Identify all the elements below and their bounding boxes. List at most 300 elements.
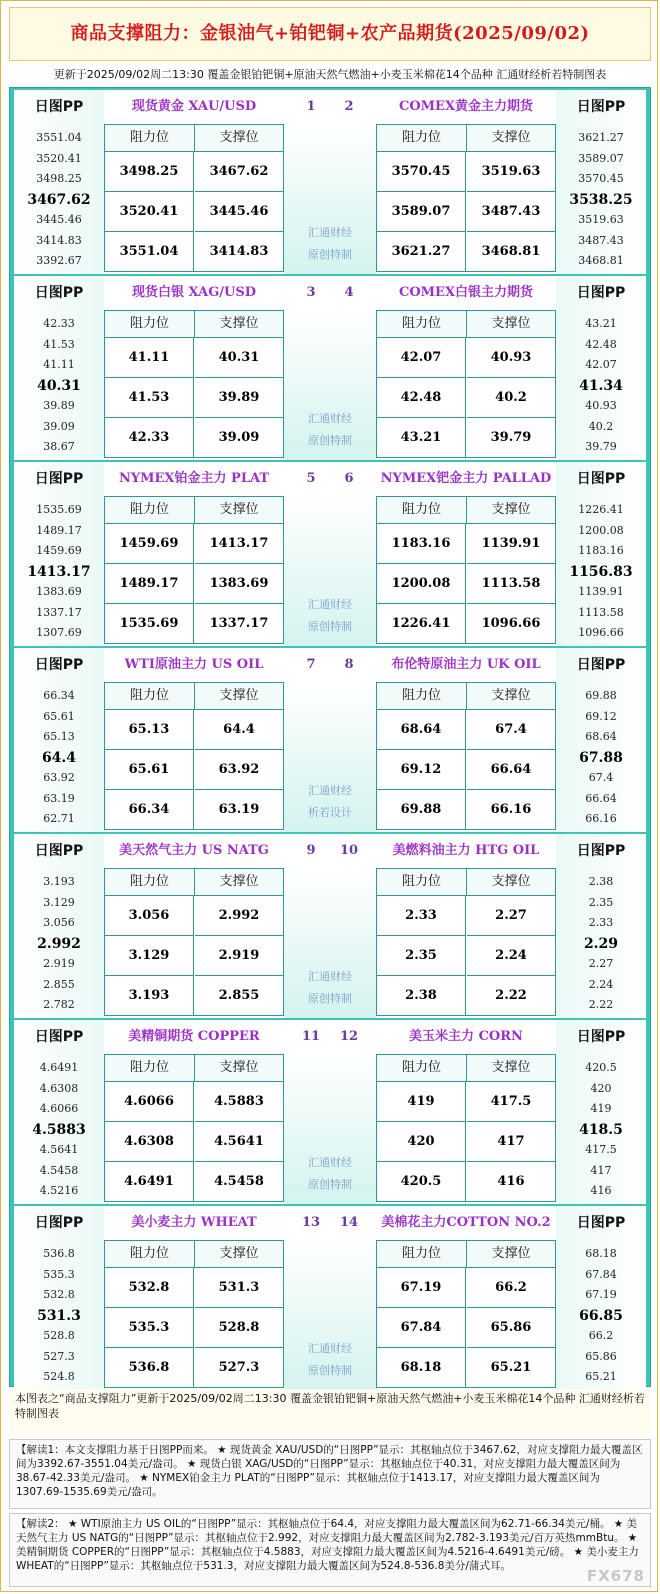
pp-level-value: 3570.45	[578, 172, 624, 185]
instrument-name-right: COMEX黄金主力期货	[398, 99, 534, 114]
section-number-right: 10	[339, 843, 359, 858]
pp-level-value: 66.34	[43, 689, 75, 702]
support-header: 支撑位	[467, 311, 555, 338]
pp-level-value: 2.35	[588, 895, 614, 909]
resistance-value: 536.8	[105, 1348, 194, 1388]
watermark-line-1: 汇通财经	[308, 1342, 352, 1355]
pp-level-value: 41.11	[43, 358, 75, 371]
pp-header-left: 日图PP	[34, 471, 84, 487]
resistance-value: 1489.17	[105, 564, 194, 604]
pp-level-value: 3392.67	[36, 254, 82, 267]
section-number-left: 5	[306, 471, 316, 486]
resistance-value: 419	[377, 1082, 466, 1122]
pp-level-value: 417	[590, 1163, 612, 1177]
section-number-right: 2	[344, 99, 354, 114]
resistance-header: 阻力位	[105, 125, 195, 152]
pp-level-value: 4.5216	[39, 1184, 79, 1197]
support-value: 40.2	[467, 378, 555, 418]
resistance-value: 3570.45	[377, 152, 466, 192]
pp-level-value: 3445.46	[36, 213, 82, 226]
section-number-right: 12	[339, 1029, 359, 1044]
instrument-name-right: 布伦特原油主力 UK OIL	[391, 657, 541, 672]
pp-level-value: 2.24	[588, 977, 614, 991]
resistance-value: 1535.69	[105, 604, 194, 644]
resistance-value: 3.193	[105, 976, 194, 1016]
section-number-left: 11	[301, 1029, 321, 1044]
pp-level-value: 2.27	[588, 957, 614, 970]
pp-level-value: 62.71	[43, 812, 75, 825]
center-watermark-area	[284, 310, 376, 460]
support-value: 3487.43	[467, 192, 555, 232]
resistance-header: 阻力位	[377, 869, 467, 896]
resistance-value: 41.11	[105, 338, 194, 378]
pp-level-value: 528.8	[43, 1329, 75, 1342]
support-value: 40.93	[467, 338, 555, 378]
footer-note: 本图表之“商品支撑阻力”更新于2025/09/02周二13:30 覆盖金银铂钯铜+原油天然气燃油+小麦玉米棉花14个品种 汇通财经析若特制图表	[9, 1389, 651, 1435]
resistance-value: 2.33	[377, 896, 466, 936]
watermark-line-2: 原创特制	[308, 992, 352, 1005]
section-number-left: 3	[306, 285, 316, 300]
pp-column-right	[556, 868, 646, 1018]
pp-level-value: 1535.69	[36, 503, 82, 516]
pp-level-value: 65.86	[585, 1349, 617, 1363]
instrument-name-left: 现货白银 XAG/USD	[131, 285, 257, 300]
support-header: 支撑位	[467, 683, 555, 710]
resistance-value: 1200.08	[377, 564, 466, 604]
page-title: 商品支撑阻力：金银油气+铂钯铜+农产品期货(2025/09/02)	[9, 7, 651, 61]
commodity-section	[14, 1020, 646, 1204]
section-number-right: 14	[339, 1215, 359, 1230]
resistance-value: 3589.07	[377, 192, 466, 232]
commodity-section	[14, 90, 646, 274]
pp-level-value: 420.5	[585, 1061, 617, 1074]
resistance-value: 68.18	[377, 1348, 466, 1388]
pp-column-left	[14, 310, 104, 460]
instrument-name-left: 现货黄金 XAU/USD	[131, 99, 257, 114]
pivot-point-value: 1413.17	[27, 563, 91, 580]
support-value: 2.27	[467, 896, 555, 936]
pp-level-value: 1383.69	[36, 585, 82, 598]
pivot-point-value: 66.85	[579, 1307, 623, 1324]
support-value: 3519.63	[467, 152, 555, 192]
resistance-value: 535.3	[105, 1308, 194, 1348]
section-number-left: 13	[301, 1215, 321, 1230]
resistance-value: 3.056	[105, 896, 194, 936]
pp-level-value: 417.5	[585, 1143, 617, 1156]
support-value: 2.919	[195, 936, 283, 976]
pp-level-value: 524.8	[43, 1370, 75, 1383]
resistance-value: 41.53	[105, 378, 194, 418]
sr-table-right	[376, 868, 556, 1016]
resistance-value: 1226.41	[377, 604, 466, 644]
sr-table-left	[104, 682, 284, 830]
pp-level-value: 2.22	[588, 998, 614, 1011]
pp-column-right	[556, 496, 646, 646]
update-subtitle: 更新于2025/09/02周二13:30 覆盖金银铂钯铜+原油天然气燃油+小麦玉米棉花14个品种 汇通财经析若特制图表	[53, 68, 607, 81]
watermark-line-1: 汇通财经	[308, 226, 352, 239]
pp-level-value: 2.33	[588, 916, 614, 929]
resistance-value: 42.48	[377, 378, 466, 418]
resistance-value: 68.64	[377, 710, 466, 750]
support-header: 支撑位	[467, 1055, 555, 1082]
pp-level-value: 535.3	[43, 1267, 75, 1281]
pp-column-right	[556, 1240, 646, 1390]
pp-level-value: 68.18	[585, 1247, 617, 1260]
pp-level-value: 39.09	[43, 419, 75, 433]
support-header: 支撑位	[195, 311, 283, 338]
commodity-section	[14, 1206, 646, 1390]
support-value: 416	[497, 1174, 525, 1189]
pp-level-value: 40.2	[588, 419, 614, 433]
pp-level-value: 527.3	[43, 1349, 75, 1363]
support-header: 支撑位	[195, 125, 283, 152]
resistance-header: 阻力位	[105, 869, 195, 896]
resistance-header: 阻力位	[105, 683, 195, 710]
support-value: 1383.69	[195, 564, 283, 604]
instrument-name-right: 美玉米主力 CORN	[409, 1029, 523, 1044]
resistance-value: 420	[377, 1122, 466, 1162]
watermark-line-2: 原创特制	[308, 1364, 352, 1377]
support-value: 2.24	[467, 936, 555, 976]
instrument-name-left: 美天然气主力 US NATG	[119, 843, 269, 858]
support-value: 4.5641	[195, 1122, 283, 1162]
resistance-header: 阻力位	[377, 125, 467, 152]
instrument-name-left: NYMEX铂金主力 PLAT	[118, 471, 270, 486]
pp-level-value: 69.12	[585, 709, 617, 723]
support-value: 65.21	[490, 1360, 532, 1375]
pp-level-value: 2.919	[43, 957, 75, 970]
pp-header-right: 日图PP	[576, 657, 626, 673]
pp-level-value: 66.2	[588, 1329, 614, 1342]
pp-column-right	[556, 310, 646, 460]
pp-level-value: 1489.17	[36, 523, 82, 537]
pp-level-value: 40.93	[585, 399, 617, 412]
resistance-value: 67.84	[377, 1308, 466, 1348]
pp-level-value: 3468.81	[578, 254, 624, 267]
support-value: 67.4	[467, 710, 555, 750]
support-value: 40.31	[195, 338, 283, 378]
pp-level-value: 3520.41	[36, 151, 82, 165]
pp-level-value: 2.782	[43, 998, 75, 1011]
pp-level-value: 63.19	[43, 791, 75, 805]
watermark-line-1: 汇通财经	[308, 784, 352, 797]
pp-level-value: 3519.63	[578, 213, 624, 226]
support-value: 2.855	[218, 988, 260, 1003]
support-value: 4.5458	[214, 1174, 264, 1189]
resistance-value: 42.33	[105, 418, 194, 458]
resistance-value: 3498.25	[105, 152, 194, 192]
support-value: 3467.62	[195, 152, 283, 192]
sr-table-right	[376, 1240, 556, 1388]
pp-level-value: 3.056	[43, 916, 75, 929]
pp-level-value: 4.6491	[39, 1061, 79, 1074]
pp-column-left	[14, 868, 104, 1018]
pp-level-value: 1200.08	[578, 523, 624, 537]
pp-level-value: 1307.69	[36, 626, 82, 639]
support-value: 3468.81	[481, 244, 541, 259]
pp-level-value: 67.84	[585, 1267, 617, 1281]
pp-header-right: 日图PP	[576, 99, 626, 115]
pp-column-left	[14, 682, 104, 832]
support-value: 4.5883	[195, 1082, 283, 1122]
resistance-value: 65.61	[105, 750, 194, 790]
pp-header-right: 日图PP	[576, 1215, 626, 1231]
pp-level-value: 38.67	[43, 440, 75, 453]
support-value: 3414.83	[209, 244, 269, 259]
resistance-value: 3621.27	[377, 232, 466, 272]
pp-header-right: 日图PP	[576, 1029, 626, 1045]
support-value: 39.79	[490, 430, 532, 445]
resistance-value: 4.6066	[105, 1082, 194, 1122]
pp-level-value: 1139.91	[578, 585, 624, 598]
pp-column-left	[14, 124, 104, 274]
pp-level-value: 66.64	[585, 791, 617, 805]
center-watermark-area	[284, 1054, 376, 1204]
pivot-point-value: 4.5883	[32, 1121, 86, 1138]
commodity-section	[14, 462, 646, 646]
pp-level-value: 67.19	[585, 1288, 617, 1301]
resistance-header: 阻力位	[105, 311, 195, 338]
explanation-1: 【解读1：本文支撑阻力基于日图PP而来。 ★ 现货黄金 XAU/USD的“日图PP”显示：其枢轴点位于3467.62，对应支撑阻力最大覆盖区间为3392.67-3551.04美元/盎司。 ★ 现货白银 XAG/USD的“日图PP”显示：其枢轴点位于40.31，对应支撑阻力最大覆盖区间为38.67-42.33美元/盎司。 ★ NYMEX铂金主力 PLAT的“日图PP”显示：其枢轴点位于1413.17，对应支撑阻力最大覆盖区间为1307.69-1535.69美元/盎司。	[9, 1439, 651, 1509]
pp-column-right	[556, 124, 646, 274]
pp-level-value: 419	[590, 1102, 612, 1115]
pp-level-value: 3487.43	[578, 233, 624, 247]
pp-header-left: 日图PP	[34, 843, 84, 859]
support-value: 1113.58	[467, 564, 555, 604]
sr-table-right	[376, 682, 556, 830]
resistance-header: 阻力位	[377, 311, 467, 338]
support-value: 65.86	[467, 1308, 555, 1348]
commodity-section	[14, 648, 646, 832]
support-value: 417	[467, 1122, 555, 1162]
support-header: 支撑位	[195, 1241, 283, 1268]
pp-header-left: 日图PP	[34, 1029, 84, 1045]
resistance-value: 3520.41	[105, 192, 194, 232]
support-value: 527.3	[218, 1360, 260, 1375]
pp-header-left: 日图PP	[34, 657, 84, 673]
pp-column-left	[14, 1054, 104, 1204]
sr-table-right	[376, 1054, 556, 1202]
sr-table-left	[104, 124, 284, 272]
commodity-section	[14, 276, 646, 460]
instrument-name-left: WTI原油主力 US OIL	[124, 657, 264, 672]
resistance-value: 66.34	[105, 790, 194, 830]
pp-level-value: 1226.41	[578, 503, 624, 516]
resistance-value: 65.13	[105, 710, 194, 750]
pivot-point-value: 2.29	[583, 935, 619, 952]
pivot-point-value: 531.3	[37, 1307, 81, 1324]
pp-column-left	[14, 1240, 104, 1390]
support-header: 支撑位	[195, 869, 283, 896]
pp-level-value: 66.16	[585, 812, 617, 825]
instrument-name-right: COMEX白银主力期货	[398, 285, 534, 300]
commodity-grid	[9, 87, 651, 1387]
pp-level-value: 65.13	[43, 730, 75, 743]
resistance-value: 420.5	[377, 1162, 466, 1202]
support-header: 支撑位	[195, 1055, 283, 1082]
resistance-header: 阻力位	[377, 683, 467, 710]
center-watermark-area	[284, 124, 376, 274]
pp-header-left: 日图PP	[34, 99, 84, 115]
resistance-value: 42.07	[377, 338, 466, 378]
sr-table-left	[104, 868, 284, 1016]
pp-column-right	[556, 682, 646, 832]
pp-level-value: 532.8	[43, 1288, 75, 1301]
pp-column-left	[14, 496, 104, 646]
instrument-name-left: 美小麦主力 WHEAT	[131, 1215, 257, 1230]
pp-level-value: 4.6066	[39, 1102, 79, 1115]
resistance-value: 4.6491	[105, 1162, 194, 1202]
support-value: 63.19	[218, 802, 260, 817]
watermark-line-2: 原创特制	[308, 620, 352, 633]
pp-level-value: 3414.83	[36, 233, 82, 247]
resistance-value: 3.129	[105, 936, 194, 976]
resistance-value: 2.38	[377, 976, 466, 1016]
pivot-point-value: 41.34	[579, 377, 623, 394]
sr-table-left	[104, 1240, 284, 1388]
resistance-value: 4.6308	[105, 1122, 194, 1162]
resistance-header: 阻力位	[105, 1241, 195, 1268]
pivot-point-value: 3467.62	[27, 191, 91, 208]
section-number-left: 7	[306, 657, 316, 672]
watermark-line-1: 汇通财经	[308, 412, 352, 425]
resistance-value: 43.21	[377, 418, 466, 458]
support-value: 531.3	[195, 1268, 283, 1308]
support-value: 1139.91	[467, 524, 555, 564]
pivot-point-value: 64.4	[41, 749, 77, 766]
pp-level-value: 420	[590, 1081, 612, 1095]
pp-level-value: 3551.04	[36, 131, 82, 144]
pp-level-value: 536.8	[43, 1247, 75, 1260]
section-number-right: 8	[344, 657, 354, 672]
pp-header-right: 日图PP	[576, 471, 626, 487]
support-value: 1413.17	[195, 524, 283, 564]
pivot-point-value: 418.5	[579, 1121, 623, 1138]
resistance-header: 阻力位	[105, 497, 195, 524]
pp-level-value: 416	[590, 1184, 612, 1197]
pivot-point-value: 67.88	[579, 749, 623, 766]
pp-level-value: 1459.69	[36, 544, 82, 557]
pp-level-value: 3.193	[43, 875, 75, 888]
pp-level-value: 39.79	[585, 440, 617, 453]
watermark-line-2: 原创特制	[308, 1178, 352, 1191]
resistance-value: 2.35	[377, 936, 466, 976]
section-number-left: 9	[306, 843, 316, 858]
watermark-line-2: 原创特制	[308, 434, 352, 447]
pp-level-value: 1337.17	[36, 605, 82, 619]
pp-level-value: 41.53	[43, 337, 75, 351]
support-header: 支撑位	[467, 125, 555, 152]
support-value: 1096.66	[481, 616, 541, 631]
sr-table-right	[376, 496, 556, 644]
pp-level-value: 2.38	[588, 875, 614, 888]
pp-level-value: 43.21	[585, 317, 617, 330]
center-watermark-area	[284, 868, 376, 1018]
center-watermark-area	[284, 682, 376, 832]
pp-level-value: 65.61	[43, 709, 75, 723]
pp-level-value: 3589.07	[578, 151, 624, 165]
instrument-name-left: 美精铜期货 COPPER	[128, 1029, 260, 1044]
pp-header-left: 日图PP	[34, 1215, 84, 1231]
support-value: 2.22	[495, 988, 527, 1003]
sr-table-left	[104, 496, 284, 644]
support-value: 1337.17	[209, 616, 269, 631]
support-header: 支撑位	[195, 683, 283, 710]
support-value: 3445.46	[195, 192, 283, 232]
section-number-right: 4	[344, 285, 354, 300]
support-value: 66.16	[490, 802, 532, 817]
fx678-logo: FX678	[586, 1567, 645, 1585]
resistance-value: 532.8	[105, 1268, 194, 1308]
pivot-point-value: 1156.83	[569, 563, 633, 580]
pp-level-value: 1096.66	[578, 626, 624, 639]
pp-level-value: 4.5641	[39, 1143, 79, 1156]
pp-level-value: 4.5458	[39, 1163, 79, 1177]
watermark-line-1: 汇通财经	[308, 1156, 352, 1169]
pp-level-value: 4.6308	[39, 1081, 79, 1095]
support-header: 支撑位	[195, 497, 283, 524]
pp-level-value: 63.92	[43, 771, 75, 784]
resistance-value: 67.19	[377, 1268, 466, 1308]
section-number-left: 1	[306, 99, 316, 114]
pivot-point-value: 2.992	[37, 935, 81, 952]
resistance-value: 1183.16	[377, 524, 466, 564]
watermark-line-1: 汇通财经	[308, 598, 352, 611]
sr-table-right	[376, 124, 556, 272]
pp-level-value: 1113.58	[578, 605, 624, 619]
section-number-right: 6	[344, 471, 354, 486]
explanation-2: 【解读2： ★ WTI原油主力 US OIL的“日图PP”显示：其枢轴点位于64.4，对应支撑阻力最大覆盖区间为62.71-66.34美元/桶。 ★ 美天然气主力 US NATG的“日图PP”显示：其枢轴点位于2.992，对应支撑阻力最大覆盖区间为2.782-3.193美元/百万英热mmBtu。 ★ 美精铜期货 COPPER的“日图PP”显示：其枢轴点位于4.5883，对应支撑阻力最大覆盖区间为4.5216-4.6491美元/磅。 ★ 美小麦主力 WHEAT的“日图PP”显示：其枢轴点位于531.3，对应支撑阻力最大覆盖区间为524.8-536.8美分/蒲式耳。	[9, 1513, 651, 1587]
resistance-header: 阻力位	[377, 497, 467, 524]
pp-level-value: 39.89	[43, 399, 75, 412]
pp-level-value: 69.88	[585, 689, 617, 702]
pp-header-left: 日图PP	[34, 285, 84, 301]
commodity-section	[14, 834, 646, 1018]
instrument-name-right: 美燃料油主力 HTG OIL	[392, 843, 540, 858]
pp-level-value: 68.64	[585, 730, 617, 743]
resistance-header: 阻力位	[377, 1055, 467, 1082]
support-header: 支撑位	[467, 869, 555, 896]
support-value: 64.4	[195, 710, 283, 750]
resistance-value: 3551.04	[105, 232, 194, 272]
support-value: 66.2	[467, 1268, 555, 1308]
support-value: 39.09	[218, 430, 260, 445]
sr-table-left	[104, 310, 284, 458]
pp-level-value: 42.33	[43, 317, 75, 330]
sr-table-right	[376, 310, 556, 458]
pp-level-value: 65.21	[585, 1370, 617, 1383]
pp-level-value: 42.48	[585, 337, 617, 351]
pp-column-right	[556, 1054, 646, 1204]
resistance-value: 1459.69	[105, 524, 194, 564]
pivot-point-value: 3538.25	[569, 191, 633, 208]
pp-level-value: 2.855	[43, 977, 75, 991]
pp-level-value: 42.07	[585, 358, 617, 371]
pp-header-right: 日图PP	[576, 843, 626, 859]
instrument-name-right: 美棉花主力COTTON NO.2	[381, 1215, 551, 1230]
center-watermark-area	[284, 1240, 376, 1390]
resistance-header: 阻力位	[377, 1241, 467, 1268]
support-value: 528.8	[195, 1308, 283, 1348]
support-value: 39.89	[195, 378, 283, 418]
center-watermark-area	[284, 496, 376, 646]
watermark-line-2: 析若设计	[308, 806, 352, 819]
instrument-name-right: NYMEX钯金主力 PALLAD	[380, 471, 552, 486]
resistance-value: 69.12	[377, 750, 466, 790]
support-value: 63.92	[195, 750, 283, 790]
pp-header-right: 日图PP	[576, 285, 626, 301]
support-value: 2.992	[195, 896, 283, 936]
